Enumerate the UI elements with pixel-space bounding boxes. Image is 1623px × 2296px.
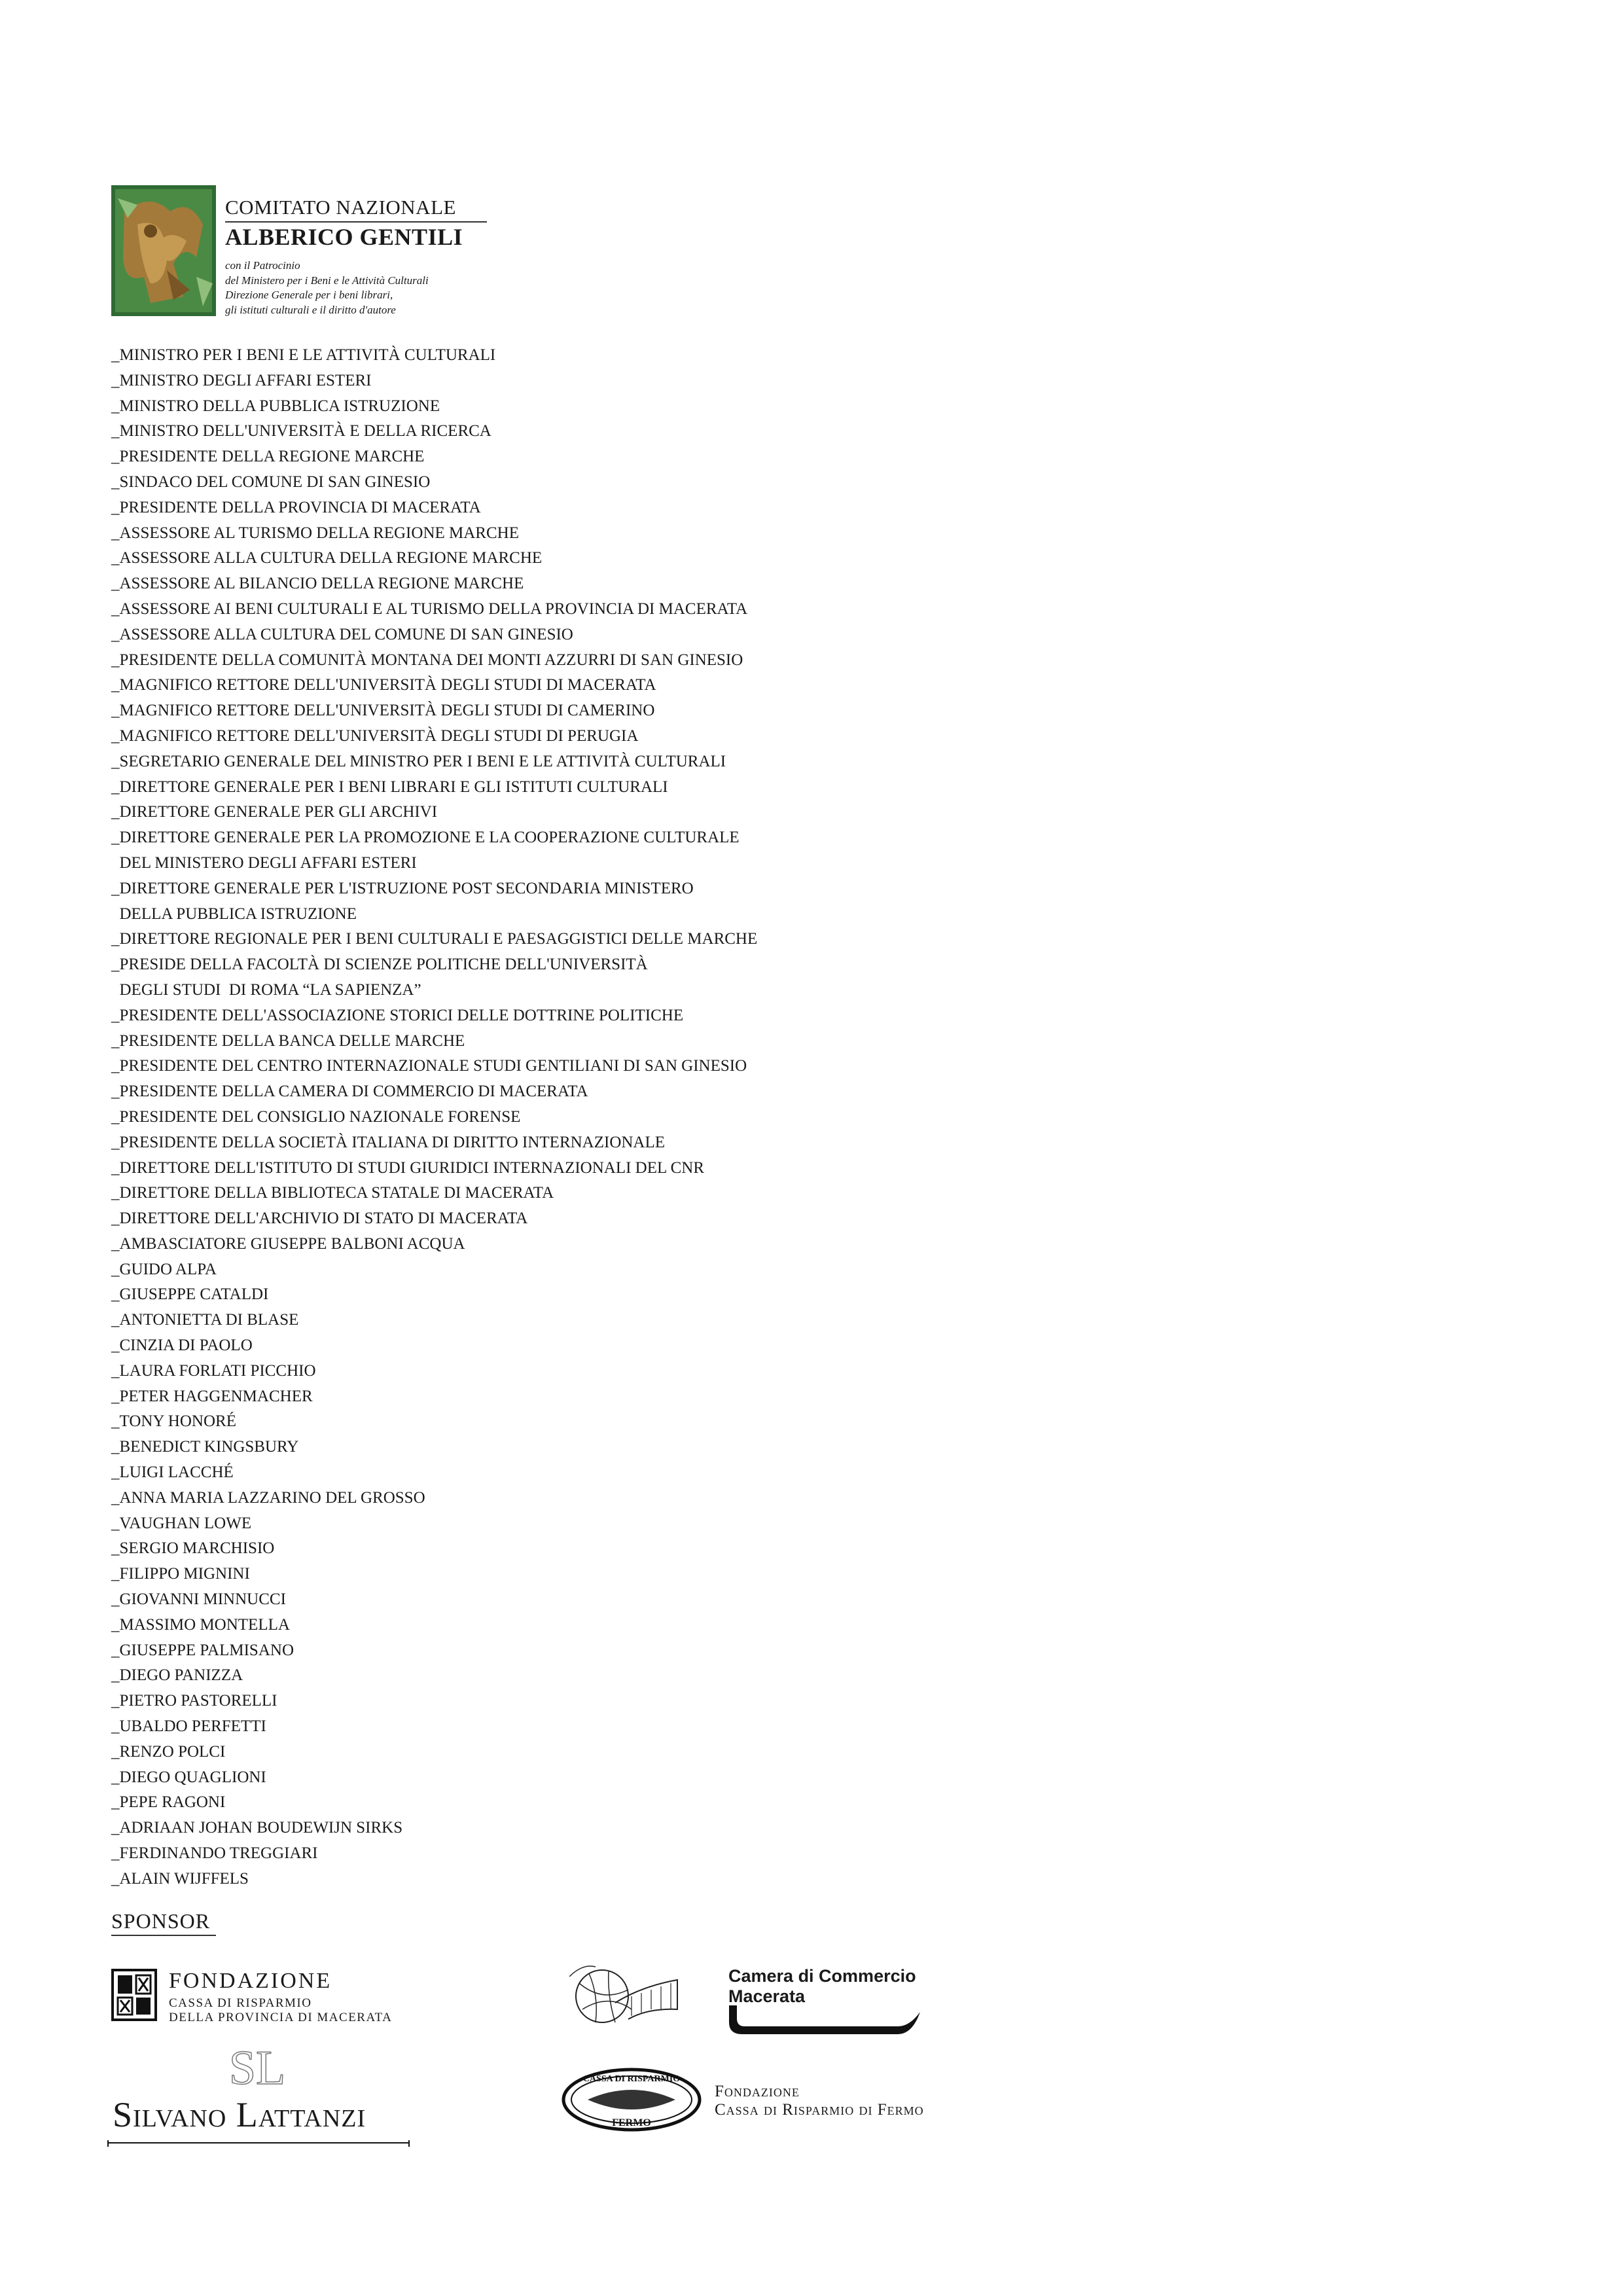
committee-header xyxy=(111,185,504,323)
member-list-item: _MAGNIFICO RETTORE DELL'UNIVERSITÀ DEGLI STUDI DI MACERATA xyxy=(111,676,656,694)
member-list-item: _PRESIDENTE DELLA BANCA DELLE MARCHE xyxy=(111,1031,465,1050)
member-list-item: _PRESIDE DELLA FACOLTÀ DI SCIENZE POLITICHE DELL'UNIVERSITÀ xyxy=(111,956,648,974)
committee-title-line2: ALBERICO GENTILI xyxy=(225,224,463,250)
member-list-item: _GUIDO ALPA xyxy=(111,1260,217,1278)
member-list-item: _RENZO POLCI xyxy=(111,1742,226,1761)
member-list-item: _ASSESSORE AL TURISMO DELLA REGIONE MARCHE xyxy=(111,524,519,542)
member-list-item: _GIUSEPPE PALMISANO xyxy=(111,1641,294,1659)
sponsor-heading-rule xyxy=(111,1935,216,1936)
member-list-item: _PRESIDENTE DELL'ASSOCIAZIONE STORICI DELLE DOTTRINE POLITICHE xyxy=(111,1006,684,1024)
camera-commercio-sketch-logo xyxy=(569,1957,681,2042)
member-list-item: _ALAIN WIJFFELS xyxy=(111,1869,249,1888)
member-list-item: _BENEDICT KINGSBURY xyxy=(111,1438,299,1456)
member-list-item: _MINISTRO PER I BENI E LE ATTIVITÀ CULTURALI xyxy=(111,346,496,364)
member-list-item: _MINISTRO DELL'UNIVERSITÀ E DELLA RICERCA xyxy=(111,422,491,440)
member-list-item: _PRESIDENTE DELLA PROVINCIA DI MACERATA xyxy=(111,498,481,516)
member-list-item: DEL MINISTERO DEGLI AFFARI ESTERI xyxy=(111,853,417,872)
sponsor-heading: SPONSOR xyxy=(111,1909,211,1933)
patronage-text xyxy=(225,259,429,317)
silvano-lattanzi-monogram xyxy=(221,2041,293,2093)
member-list-item: _SINDACO DEL COMUNE DI SAN GINESIO xyxy=(111,473,431,491)
member-list-item: _SERGIO MARCHISIO xyxy=(111,1539,275,1558)
member-list-item: _PEPE RAGONI xyxy=(111,1793,226,1812)
sponsor-fondazione-macerata xyxy=(111,1967,425,2026)
member-list-item: _CINZIA DI PAOLO xyxy=(111,1336,253,1355)
member-list-item: _DIEGO QUAGLIONI xyxy=(111,1768,266,1786)
member-list-item: _FERDINANDO TREGGIARI xyxy=(111,1844,318,1863)
patronage-line: del Ministero per i Beni e le Attività Culturali xyxy=(225,274,429,287)
member-list-item: _GIUSEPPE CATALDI xyxy=(111,1285,269,1304)
member-list-item: _PRESIDENTE DELLA CAMERA DI COMMERCIO DI MACERATA xyxy=(111,1083,588,1101)
member-list-item: _DIRETTORE DELL'ISTITUTO DI STUDI GIURIDICI INTERNAZIONALI DEL CNR xyxy=(111,1158,704,1177)
member-list-item: _ANNA MARIA LAZZARINO DEL GROSSO xyxy=(111,1488,425,1507)
header-rule xyxy=(225,221,487,223)
member-list-item: _LUIGI LACCHÉ xyxy=(111,1463,234,1482)
member-list-item: DEGLI STUDI DI ROMA “LA SAPIENZA” xyxy=(111,980,421,999)
silvano-lattanzi-wordmark: Silvano Lattanzi xyxy=(113,2095,366,2134)
committee-members-list xyxy=(111,343,757,1892)
camera-commercio-line2: Macerata xyxy=(728,1986,806,2006)
member-list-item: _DIEGO PANIZZA xyxy=(111,1666,243,1685)
patronage-line: gli istituti culturali e il diritto d'autore xyxy=(225,303,396,316)
member-list-item: _GIOVANNI MINNUCCI xyxy=(111,1590,286,1609)
fondazione-macerata-line2: CASSA DI RISPARMIO xyxy=(169,1996,312,2010)
member-list-item: _ASSESSORE ALLA CULTURA DEL COMUNE DI SAN GINESIO xyxy=(111,625,573,643)
member-list-item: _PRESIDENTE DELLA SOCIETÀ ITALIANA DI DIRITTO INTERNAZIONALE xyxy=(111,1133,666,1151)
member-list-item: _ANTONIETTA DI BLASE xyxy=(111,1311,299,1329)
fondazione-fermo-line2: Cassa di Risparmio di Fermo xyxy=(715,2101,924,2119)
fondazione-macerata-line3: DELLA PROVINCIA DI MACERATA xyxy=(169,2011,393,2024)
member-list-item: _PETER HAGGENMACHER xyxy=(111,1387,313,1405)
member-list-item: _LAURA FORLATI PICCHIO xyxy=(111,1361,316,1380)
member-list-item: _PRESIDENTE DEL CONSIGLIO NAZIONALE FORENSE xyxy=(111,1107,521,1126)
svg-text:FERMO: FERMO xyxy=(612,2117,651,2128)
svg-text:CASSA DI RISPARMIO: CASSA DI RISPARMIO xyxy=(582,2074,681,2084)
patronage-line: Direzione Generale per i beni librari, xyxy=(225,289,393,301)
member-list-item: _ASSESSORE AL BILANCIO DELLA REGIONE MARCHE xyxy=(111,575,524,593)
member-list-item: _AMBASCIATORE GIUSEPPE BALBONI ACQUA xyxy=(111,1234,465,1253)
member-list-item: _UBALDO PERFETTI xyxy=(111,1717,266,1736)
member-list-item: _SEGRETARIO GENERALE DEL MINISTRO PER I BENI E LE ATTIVITÀ CULTURALI xyxy=(111,752,726,770)
member-list-item: _FILIPPO MIGNINI xyxy=(111,1565,250,1583)
member-list-item: _MASSIMO MONTELLA xyxy=(111,1615,290,1634)
member-list-item: _PRESIDENTE DELLA REGIONE MARCHE xyxy=(111,448,425,466)
member-list-item: _ASSESSORE ALLA CULTURA DELLA REGIONE MARCHE xyxy=(111,549,543,567)
member-list-item: _DIRETTORE GENERALE PER L'ISTRUZIONE POST SECONDARIA MINISTERO xyxy=(111,879,694,897)
cassa-risparmio-fermo-seal xyxy=(562,2067,702,2132)
fondazione-fermo-line1: Fondazione xyxy=(715,2083,800,2100)
member-list-item: _DIRETTORE GENERALE PER GLI ARCHIVI xyxy=(111,803,438,821)
camera-commercio-swoosh-icon xyxy=(726,2003,923,2038)
member-list-item: _ADRIAAN JOHAN BOUDEWIJN SIRKS xyxy=(111,1819,403,1837)
member-list-item: _MAGNIFICO RETTORE DELL'UNIVERSITÀ DEGLI STUDI DI PERUGIA xyxy=(111,726,639,745)
member-list-item: _PRESIDENTE DELLA COMUNITÀ MONTANA DEI MONTI AZZURRI DI SAN GINESIO xyxy=(111,651,743,669)
member-list-item: _MAGNIFICO RETTORE DELL'UNIVERSITÀ DEGLI STUDI DI CAMERINO xyxy=(111,702,655,720)
committee-emblem-image xyxy=(111,185,216,316)
committee-title-line1: COMITATO NAZIONALE xyxy=(225,196,456,219)
member-list-item: _DIRETTORE GENERALE PER I BENI LIBRARI E GLI ISTITUTI CULTURALI xyxy=(111,778,668,796)
sponsor-fondazione-fermo xyxy=(562,2067,961,2132)
member-list-item: _PRESIDENTE DEL CENTRO INTERNAZIONALE STUDI GENTILIANI DI SAN GINESIO xyxy=(111,1057,747,1075)
member-list-item: _DIRETTORE DELLA BIBLIOTECA STATALE DI MACERATA xyxy=(111,1184,554,1202)
sponsor-camera-commercio xyxy=(569,1957,936,2042)
member-list-item: _MINISTRO DELLA PUBBLICA ISTRUZIONE xyxy=(111,397,440,415)
fondazione-macerata-name: FONDAZIONE xyxy=(169,1969,332,1993)
member-list-item: DELLA PUBBLICA ISTRUZIONE xyxy=(111,905,357,923)
member-list-item: _ASSESSORE AI BENI CULTURALI E AL TURISMO DELLA PROVINCIA DI MACERATA xyxy=(111,600,748,618)
fondazione-macerata-logo-icon xyxy=(111,1969,157,2021)
member-list-item: _TONY HONORÉ xyxy=(111,1412,236,1431)
member-list-item: _DIRETTORE DELL'ARCHIVIO DI STATO DI MACERATA xyxy=(111,1210,528,1228)
member-list-item: _MINISTRO DEGLI AFFARI ESTERI xyxy=(111,371,372,389)
sponsor-silvano-lattanzi xyxy=(105,2041,419,2152)
silvano-lattanzi-underline xyxy=(105,2139,412,2148)
camera-commercio-line1: Camera di Commercio xyxy=(728,1966,916,1986)
patronage-line: con il Patrocinio xyxy=(225,259,300,272)
member-list-item: _DIRETTORE REGIONALE PER I BENI CULTURALI E PAESAGGISTICI DELLE MARCHE xyxy=(111,930,758,948)
member-list-item: _PIETRO PASTORELLI xyxy=(111,1692,277,1710)
member-list-item: _DIRETTORE GENERALE PER LA PROMOZIONE E LA COOPERAZIONE CULTURALE xyxy=(111,829,740,847)
member-list-item: _VAUGHAN LOWE xyxy=(111,1514,252,1532)
svg-text:SL: SL xyxy=(228,2041,286,2093)
